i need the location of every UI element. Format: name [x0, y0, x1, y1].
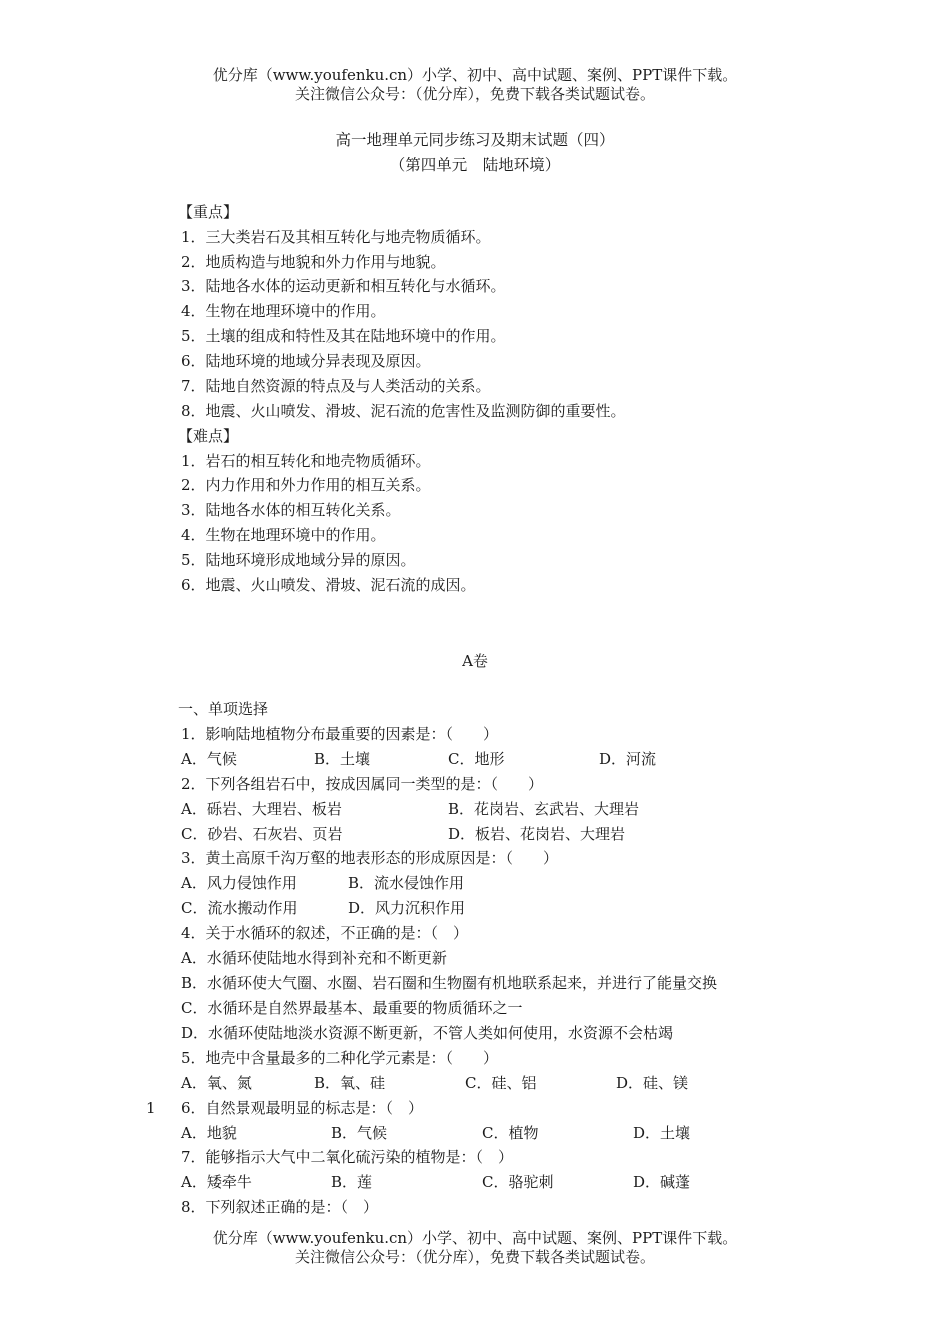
key-point-item: 8．地震、火山喷发、滑坡、泥石流的危害性及监测防御的重要性。 [181, 402, 626, 420]
question-3-option-d: D．风力沉积作用 [348, 899, 466, 917]
header-line-2: 关注微信公众号：（优分库），免费下载各类试题试卷。 [294, 85, 655, 103]
question-7-option-b: B．莲 [331, 1173, 373, 1191]
key-point-item: 7．陆地自然资源的特点及与人类活动的关系。 [181, 377, 491, 395]
question-1-option-d: D．河流 [599, 750, 657, 768]
question-2-option-d: D．板岩、花岗岩、大理岩 [448, 825, 626, 843]
key-point-item: 1．三大类岩石及其相互转化与地壳物质循环。 [181, 228, 491, 246]
question-5-option-b: B．氧、硅 [314, 1074, 386, 1092]
page-number: 1 [146, 1099, 156, 1117]
part-one-heading: 一、单项选择 [178, 700, 269, 718]
footer-line-1: 优分库（www.youfenku.cn）小学、初中、高中试题、案例、PPT课件下载。 [212, 1229, 738, 1247]
difficult-point-item: 4．生物在地理环境中的作用。 [181, 526, 386, 544]
question-5-option-a: A．氧、氮 [181, 1074, 252, 1092]
question-3-option-a: A．风力侵蚀作用 [181, 874, 297, 892]
footer-line-2: 关注微信公众号：（优分库），免费下载各类试题试卷。 [294, 1248, 655, 1266]
question-7-stem: 7．能够指示大气中二氧化硫污染的植物是：（ ） [181, 1148, 514, 1166]
question-7-option-c: C．骆驼刺 [482, 1173, 554, 1191]
question-2-option-c: C．砂岩、石灰岩、页岩 [181, 825, 343, 843]
difficult-point-item: 2．内力作用和外力作用的相互关系。 [181, 476, 431, 494]
question-5-stem: 5．地壳中含量最多的二种化学元素是：（ ） [181, 1049, 499, 1067]
question-4-option-c: C．水循环是自然界最基本、最重要的物质循环之一 [181, 999, 523, 1017]
question-6-option-c: C．植物 [482, 1124, 539, 1142]
key-point-item: 5．土壤的组成和特性及其在陆地环境中的作用。 [181, 327, 506, 345]
header-line-1: 优分库（www.youfenku.cn）小学、初中、高中试题、案例、PPT课件下载。 [212, 66, 738, 84]
difficult-point-item: 5．陆地环境形成地域分异的原因。 [181, 551, 416, 569]
question-6-option-b: B．气候 [331, 1124, 388, 1142]
question-4-option-b: B．水循环使大气圈、水圈、岩石圈和生物圈有机地联系起来，并进行了能量交换 [181, 974, 718, 992]
question-7-option-d: D．碱蓬 [633, 1173, 691, 1191]
question-1-option-a: A．气候 [181, 750, 237, 768]
question-1-stem: 1．影响陆地植物分布最重要的因素是：（ ） [181, 725, 499, 743]
question-1-option-c: C．地形 [448, 750, 505, 768]
question-3-option-c: C．流水搬动作用 [181, 899, 298, 917]
question-6-option-a: A．地貌 [181, 1124, 237, 1142]
question-4-option-a: A．水循环使陆地水得到补充和不断更新 [181, 949, 447, 967]
difficult-point-item: 1．岩石的相互转化和地壳物质循环。 [181, 452, 431, 470]
document-title: 高一地理单元同步练习及期末试题（四） [335, 131, 615, 149]
question-1-option-b: B．土壤 [314, 750, 371, 768]
key-point-item: 4．生物在地理环境中的作用。 [181, 302, 386, 320]
question-6-option-d: D．土壤 [633, 1124, 691, 1142]
key-point-item: 6．陆地环境的地域分异表现及原因。 [181, 352, 431, 370]
difficult-point-item: 6．地震、火山喷发、滑坡、泥石流的成因。 [181, 576, 476, 594]
question-3-stem: 3．黄土高原千沟万壑的地表形态的形成原因是：（ ） [181, 849, 559, 867]
key-point-item: 3．陆地各水体的运动更新和相互转化与水循环。 [181, 277, 506, 295]
question-2-stem: 2．下列各组岩石中，按成因属同一类型的是：（ ） [181, 775, 544, 793]
question-3-option-b: B．流水侵蚀作用 [348, 874, 465, 892]
question-2-option-b: B．花岗岩、玄武岩、大理岩 [448, 800, 640, 818]
key-point-item: 2．地质构造与地貌和外力作用与地貌。 [181, 253, 446, 271]
question-8-stem: 8．下列叙述正确的是：（ ） [181, 1198, 379, 1216]
question-5-option-c: C．硅、铝 [465, 1074, 537, 1092]
question-6-stem: 6．自然景观最明显的标志是：（ ） [181, 1099, 424, 1117]
difficult-points-heading: 【难点】 [178, 427, 239, 445]
section-a-title: A卷 [462, 652, 488, 670]
difficult-point-item: 3．陆地各水体的相互转化关系。 [181, 501, 401, 519]
question-5-option-d: D．硅、镁 [616, 1074, 689, 1092]
question-2-option-a: A．砾岩、大理岩、板岩 [181, 800, 342, 818]
question-4-stem: 4．关于水循环的叙述，不正确的是：（ ） [181, 924, 469, 942]
question-4-option-d: D．水循环使陆地淡水资源不断更新，不管人类如何使用，水资源不会枯竭 [181, 1024, 674, 1042]
document-subtitle: （第四单元 陆地环境） [389, 156, 561, 174]
key-points-heading: 【重点】 [178, 203, 239, 221]
question-7-option-a: A．矮牵牛 [181, 1173, 252, 1191]
